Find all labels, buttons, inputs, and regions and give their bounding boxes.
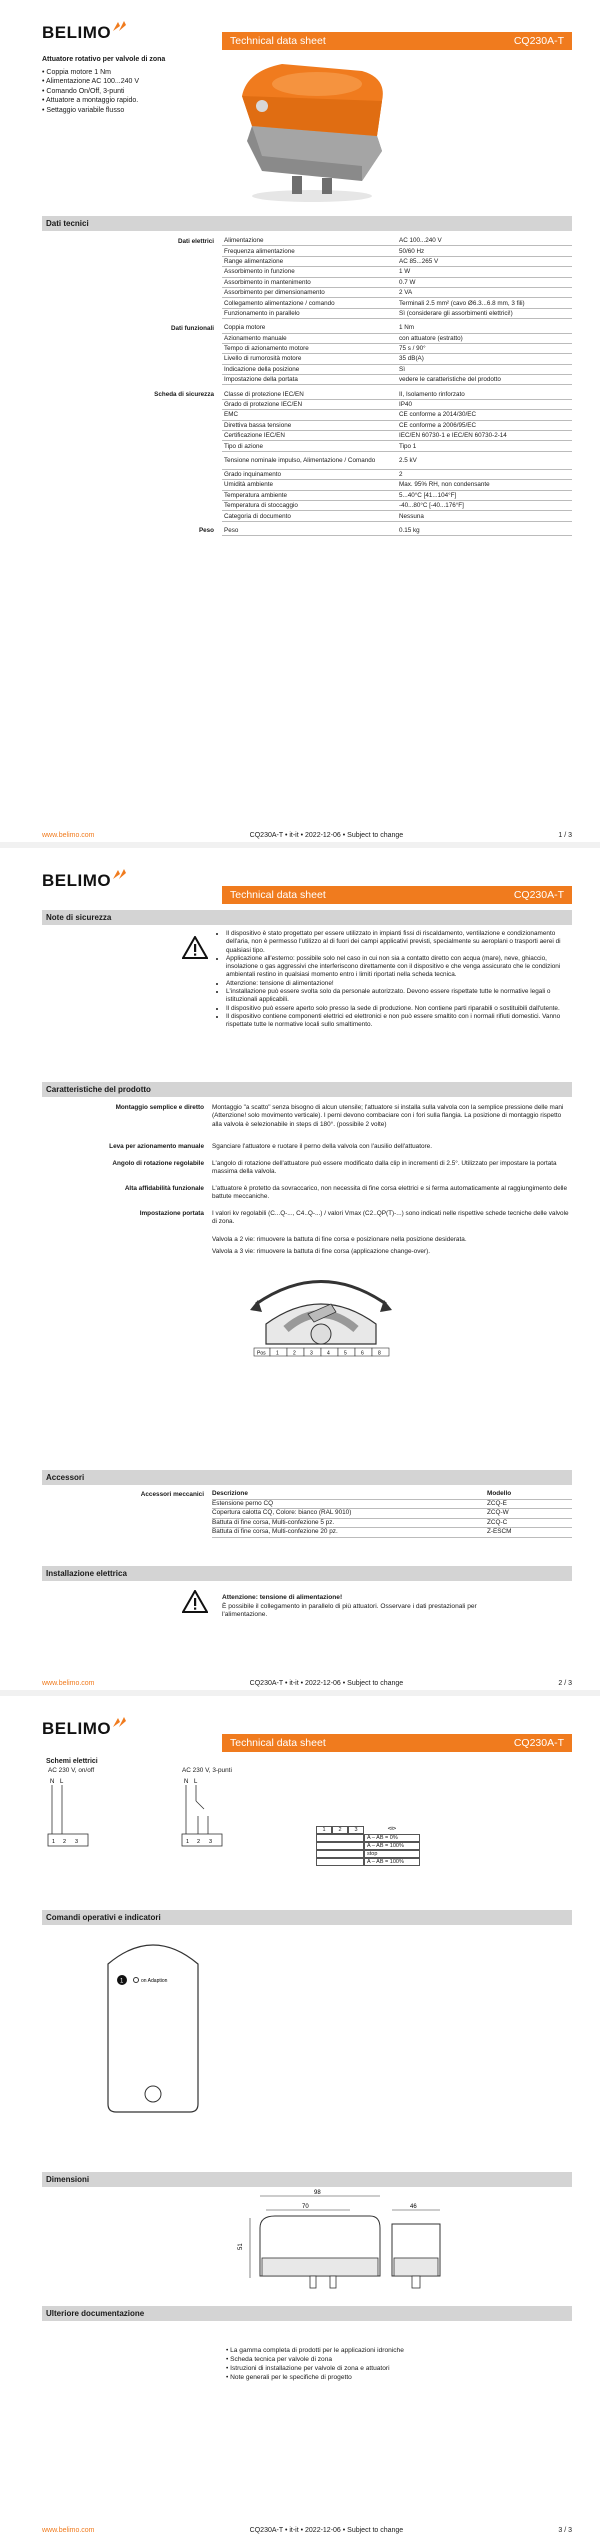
feature-row: Montaggio semplice e diretto Montaggio "a scatto" senza bisogno di alcun utensile; l'attuatore si installa sulla valvola con la semplice pressione delle mani (Attenzione! solo movimento verticale). I perni devono combaciare con i fori sulla flangia. La posizione di montaggio rispetto alla valvola è selezionabile in steps di 180°. (possibile 2 volte): [115, 1104, 564, 1128]
belimo-logo: BELIMO: [42, 1716, 127, 1737]
footer-url[interactable]: www.belimo.com: [42, 1680, 95, 1687]
svg-text:L: L: [60, 1779, 64, 1785]
table-row: Umidità ambiente Max. 95% RH, non condensante: [42, 480, 572, 490]
table-row: Grado inquinamento 2: [42, 470, 572, 480]
header-bar: [222, 886, 572, 904]
table-row: Direttiva bassa tensione CE conforme a 2006/95/EC: [42, 421, 572, 431]
page-number: 1 / 3: [558, 832, 572, 839]
footer: [42, 2527, 572, 2534]
feature-row: Leva per azionamento manuale Sganciare l'attuatore e ruotare il perno della valvola con l'ausilio dell'attuatore.: [109, 1143, 433, 1150]
switch-table: 1 2 3 ⊲⊳ A – AB = 0% A – AB = 100% stop A – AB = 100%: [316, 1826, 420, 1866]
dimensions-drawing: [230, 2188, 450, 2298]
wiring-diagram-onoff: [46, 1776, 116, 1850]
table-row: Indicazione della posizione Sì: [42, 365, 572, 375]
table-row: Temperatura ambiente 5...40°C [41...104°F]: [42, 491, 572, 501]
scale-tick: 6: [361, 1350, 364, 1357]
table-row: Temperatura di stoccaggio -40...80°C [-40...176°F]: [42, 501, 572, 511]
table-row: Dati funzionali Coppia motore 1 Nm: [42, 323, 572, 333]
svg-text:1: 1: [186, 1839, 190, 1845]
section-dati-tecnici: Dati tecnici: [42, 216, 572, 231]
section-dimensioni: Dimensioni: [42, 2172, 572, 2187]
group-label: Scheda di sicurezza: [154, 391, 214, 399]
footer-meta: CQ230A-T • it-it • 2022-12-06 • Subject to change: [249, 832, 404, 839]
footer-url[interactable]: www.belimo.com: [42, 832, 95, 839]
actuator-front-drawing: [98, 1934, 208, 2114]
intro-bullet: • Comando On/Off, 3-punti: [42, 87, 125, 95]
warning-icon: [182, 1590, 208, 1613]
intro-bullet: • Coppia motore 1 Nm: [42, 68, 111, 76]
table-row: EMC CE conforme a 2014/30/EC: [42, 410, 572, 420]
header-bar: [222, 32, 572, 50]
valve-note: Valvola a 3 vie: rimuovere la battuta di fine corsa (applicazione change-over).: [212, 1248, 430, 1255]
group-label: Dati elettrici: [177, 237, 214, 245]
table-row: Tensione nominale impulso, Alimentazione / Comando 2.5 kV: [42, 452, 572, 470]
feature-row: Angolo di rotazione regolabile L'angolo di rotazione dell'attuatore può essere modificato dalla clip in incrementi di 2.5°. Utilizzato per impostare la portata massima della valvola.: [112, 1160, 557, 1176]
adaption-label: on Adaption: [141, 1978, 168, 1984]
table-row: Collegamento alimentazione / comando Terminali 2.5 mm² (cavo Ø6.3...6.8 mm, 3 fili): [42, 298, 572, 308]
header-model: CQ230A-T: [513, 35, 564, 47]
valve-symbol: ⊲⊳: [387, 1826, 397, 1832]
list-item: • La gamma completa di prodotti per le applicazioni idroniche: [226, 2347, 404, 2354]
list-item: • Il dispositivo può essere aperto solo presso la sede di produzione. Non contiene parti riparabili o sostituibili dall'utente.: [226, 1005, 570, 1013]
table-row: Battuta di fine corsa, Multi-confezione 20 pz. Z-ESCM: [42, 1528, 572, 1538]
belimo-logo: BELIMO: [42, 20, 127, 41]
feature-row: Alta affidabilità funzionale L'attuatore è protetto da sovraccarico, non necessita di fine corsa elettrici e si ferma automaticamente al raggiungimento delle battute meccaniche.: [124, 1185, 568, 1201]
scale-tick: 8: [378, 1350, 381, 1357]
install-warning-text: È possibile il collegamento in parallelo di più attuatori. Osservare i dati prestazionali per l'alimentazione.: [222, 1602, 477, 1619]
marker-number: 1: [120, 1978, 124, 1985]
list-item: • L'installazione può essere svolta solo da personale autorizzato. Devono essere rispettate tutte le normative legali o istituzionali applicabili.: [226, 988, 570, 1005]
table-row: Assorbimento in mantenimento 0.7 W: [42, 278, 572, 288]
accessories-table: [42, 1490, 572, 1538]
table-row: Scheda di sicurezza Classe di protezione IEC/EN II, Isolamento rinforzato: [42, 389, 572, 399]
group-label: Dati funzionali: [170, 324, 214, 332]
table-row: Range alimentazione AC 85...265 V: [42, 257, 572, 267]
footer-url[interactable]: www.belimo.com: [42, 2527, 95, 2534]
actuator-product-image: [222, 56, 392, 206]
svg-text:2: 2: [197, 1839, 201, 1845]
footer: [42, 832, 572, 839]
dim-51: 51: [238, 2243, 244, 2250]
group-label: Accessori meccanici: [140, 1491, 204, 1499]
feature-row: Impostazione portata I valori kv regolabili (C...Q-..., C4..Q-...) / valori Vmax (C2..QP(T)-...) sono indicati nelle rispettive schede tecniche delle valvole di zona.: [139, 1210, 569, 1226]
list-item: • Istruzioni di installazione per valvole di zona e attuatori: [226, 2365, 390, 2372]
table-row: Copertura calotta CQ, Colore: bianco (RAL 9010) ZCQ-W: [42, 1509, 572, 1519]
list-item: • Scheda tecnica per valvole di zona: [226, 2356, 333, 2363]
header-title: Technical data sheet: [230, 35, 326, 47]
intro-bullet: • Alimentazione AC 100...240 V: [42, 78, 140, 85]
logo-wings-icon: [112, 20, 127, 32]
table-header: Accessori meccanici Descrizione Modello: [42, 1490, 572, 1500]
table-row: Funzionamento in parallelo Sì (considerare gli assorbimenti elettrici!): [42, 309, 572, 319]
section-caratteristiche: Caratteristiche del prodotto: [42, 1082, 572, 1097]
wiring-left-label: AC 230 V, on/off: [48, 1767, 95, 1774]
dim-46: 46: [410, 2204, 417, 2210]
install-warning: [222, 1594, 522, 1620]
table-row: Battuta di fine corsa, Multi-confezione 5 pz. ZCQ-C: [42, 1519, 572, 1529]
table-row: Grado di protezione IEC/EN IP40: [42, 400, 572, 410]
scale-ticks: [270, 1348, 389, 1357]
list-item: • Note generali per le specifiche di progetto: [226, 2374, 352, 2381]
list-item: • Applicazione all'esterno: possibile solo nel caso in cui non sia a contatto diretto con acqua (mare), neve, ghiaccio, insolazione o gas aggressivi che interferiscono direttamente con il dispositivo e che venga assicurato che le condizioni ambientali restino in qualsiasi momento entro i limiti riportati nella scheda tecnica.: [226, 955, 570, 980]
table-row: Assorbimento in funzione 1 W: [42, 267, 572, 277]
tech-table: [42, 236, 572, 536]
table-row: Peso Peso 0.15 kg: [42, 526, 572, 536]
table-row: Categoria di documento Nessuna: [42, 511, 572, 521]
scale-tick: 2: [293, 1350, 296, 1357]
svg-text:3: 3: [75, 1839, 79, 1845]
wiring-title: Schemi elettrici: [46, 1758, 98, 1765]
table-row: Azionamento manuale con attuatore (estratto): [42, 334, 572, 344]
docs-list: [218, 2346, 404, 2382]
wiring-right-label: AC 230 V, 3-punti: [182, 1767, 232, 1774]
section-note-sicurezza: Note di sicurezza: [42, 910, 572, 925]
svg-text:N: N: [50, 1779, 55, 1785]
scale-tick: 4: [327, 1350, 330, 1357]
list-item: • Il dispositivo è stato progettato per essere utilizzato in impianti fissi di riscaldamento, ventilazione e condizionamento dell'aria, non è permesso l'utilizzo al di fuori dei campi applicativi previsti, specialmente su aeroplani o trasporti aerei di qualsiasi tipo.: [226, 930, 570, 955]
section-installazione: Installazione elettrica: [42, 1566, 572, 1581]
install-warning-title: Attenzione: tensione di alimentazione!: [222, 1594, 343, 1601]
footer-meta: CQ230A-T • it-it • 2022-12-06 • Subject to change: [249, 2527, 404, 2534]
page-number: 3 / 3: [558, 2527, 572, 2534]
header-model: CQ230A-T: [513, 889, 564, 901]
scale-tick: 1: [276, 1350, 279, 1357]
belimo-logo: BELIMO: [42, 868, 127, 889]
safety-notes-list: [218, 930, 570, 1030]
table-row: Assorbimento per dimensionamento 2 VA: [42, 288, 572, 298]
scale-tick: 5: [344, 1350, 347, 1357]
header-title: Technical data sheet: [230, 1737, 326, 1749]
table-row: Dati elettrici Alimentazione AC 100...240 V: [42, 236, 572, 246]
page-number: 2 / 3: [558, 1680, 572, 1687]
table-row: Impostazione della portata vedere le caratteristiche del prodotto: [42, 375, 572, 385]
list-item: • Attenzione: tensione di alimentazione!: [226, 980, 570, 988]
table-row: Tempo di azionamento motore 75 s / 90°: [42, 344, 572, 354]
logo-wings-icon: [112, 1716, 127, 1728]
wiring-diagram-3point: [180, 1776, 250, 1850]
header-model: CQ230A-T: [513, 1737, 564, 1749]
table-row: Estensione perno CQ ZCQ-E: [42, 1500, 572, 1510]
section-documentazione: Ulteriore documentazione: [42, 2306, 572, 2321]
table-row: Livello di rumorosità motore 35 dB(A): [42, 354, 572, 364]
header-bar: [222, 1734, 572, 1752]
section-comandi: Comandi operativi e indicatori: [42, 1910, 572, 1925]
svg-text:L: L: [194, 1779, 198, 1785]
dim-98: 98: [314, 2190, 321, 2196]
list-item: • Il dispositivo contiene componenti elettrici ed elettronici e non può essere smaltito con i normali rifiuti domestici. Vanno rispettate tutte le normative locali sullo smaltimento.: [226, 1013, 570, 1030]
svg-text:1: 1: [52, 1839, 56, 1845]
scale-tick: 3: [310, 1350, 313, 1357]
intro-bullet: • Attuatore a montaggio rapido.: [42, 97, 139, 104]
group-label: Peso: [198, 527, 214, 535]
header-title: Technical data sheet: [230, 889, 326, 901]
logo-wings-icon: [112, 868, 127, 880]
product-subtitle: Attuatore rotativo per valvole di zona: [42, 56, 166, 63]
table-row: Certificazione IEC/EN IEC/EN 60730-1 e IEC/EN 60730-2-14: [42, 431, 572, 441]
valve-note: Valvola a 2 vie: rimuovere la battuta di fine corsa e posizionare nella posizione desiderata.: [212, 1236, 467, 1243]
dim-70: 70: [302, 2204, 309, 2210]
footer-meta: CQ230A-T • it-it • 2022-12-06 • Subject to change: [249, 1680, 404, 1687]
flow-setting-illustration: [236, 1264, 406, 1364]
warning-icon: [182, 936, 208, 959]
table-row: Tipo di azione Tipo 1: [42, 441, 572, 451]
section-accessori: Accessori: [42, 1470, 572, 1485]
page-1: [0, 0, 600, 848]
svg-text:N: N: [184, 1779, 189, 1785]
svg-text:2: 2: [63, 1839, 67, 1845]
intro-bullet: • Settaggio variabile flusso: [42, 106, 125, 114]
footer: [42, 1680, 572, 1687]
svg-text:3: 3: [209, 1839, 213, 1845]
table-row: Frequenza alimentazione 50/60 Hz: [42, 246, 572, 256]
intro: [42, 55, 165, 115]
scale-label: Pos: [257, 1350, 266, 1357]
